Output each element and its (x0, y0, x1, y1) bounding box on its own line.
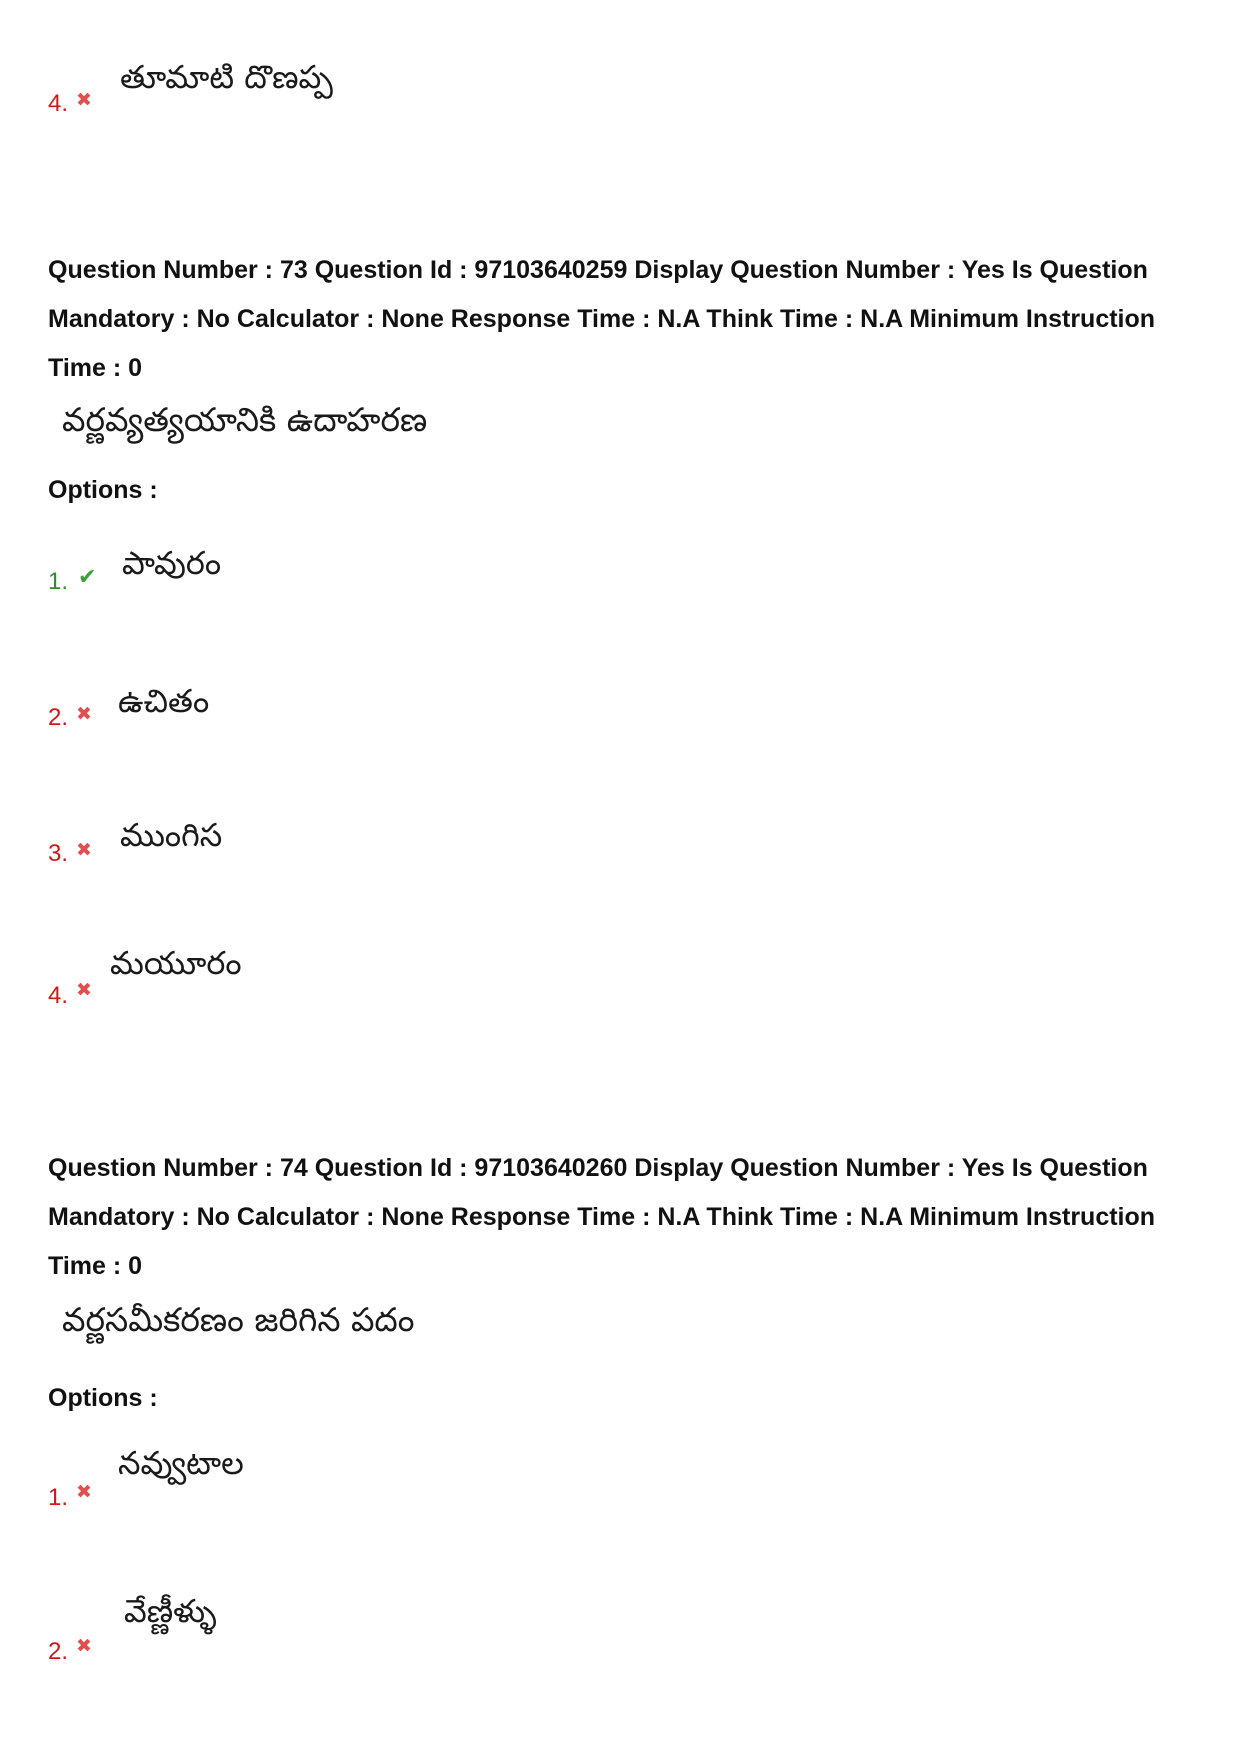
cross-icon: ✖ (76, 1635, 92, 1657)
option-text: నవ్వుటాల (118, 1444, 244, 1482)
options-label: Options : (48, 476, 158, 504)
cross-icon: ✖ (76, 1481, 92, 1503)
option-number: 4. (48, 982, 69, 1009)
option-number: 1. (48, 568, 69, 595)
question-meta: Question Number : 73 Question Id : 97103640259 Display Question Number : Yes Is Question Mandatory : No Calculator : None Response Time : N.A Think Time : N.A Minimum Instruction Time : 0 (48, 256, 1156, 382)
cross-icon: ✖ (76, 703, 92, 725)
option-number: 2. (48, 704, 69, 731)
option-text: మయూరం (110, 944, 242, 982)
cross-icon: ✖ (76, 979, 92, 1001)
question-text: వర్ణవ్యత్యయానికి ఉదాహరణ (62, 400, 428, 439)
option-number: 1. (48, 1484, 69, 1511)
check-icon: ✔ (78, 565, 97, 590)
option-text: తూమాటి దొణప్ప (120, 58, 333, 96)
option-number: 3. (48, 840, 69, 867)
cross-icon: ✖ (76, 839, 92, 861)
option-text: పావురం (122, 544, 222, 582)
option-number: 4. (48, 90, 69, 117)
question-meta: Question Number : 74 Question Id : 97103640260 Display Question Number : Yes Is Question Mandatory : No Calculator : None Response Time : N.A Think Time : N.A Minimum Instruction Time : 0 (48, 1154, 1156, 1280)
cross-icon: ✖ (76, 89, 92, 111)
option-text: ఉచితం (118, 682, 210, 720)
option-text: ముంగిస (120, 816, 223, 854)
option-number: 2. (48, 1638, 69, 1665)
options-label: Options : (48, 1384, 158, 1412)
question-text: వర్ణసమీకరణం జరిగిన పదం (62, 1300, 415, 1339)
option-text: వేణ్ణీళ్ళు (124, 1592, 217, 1630)
